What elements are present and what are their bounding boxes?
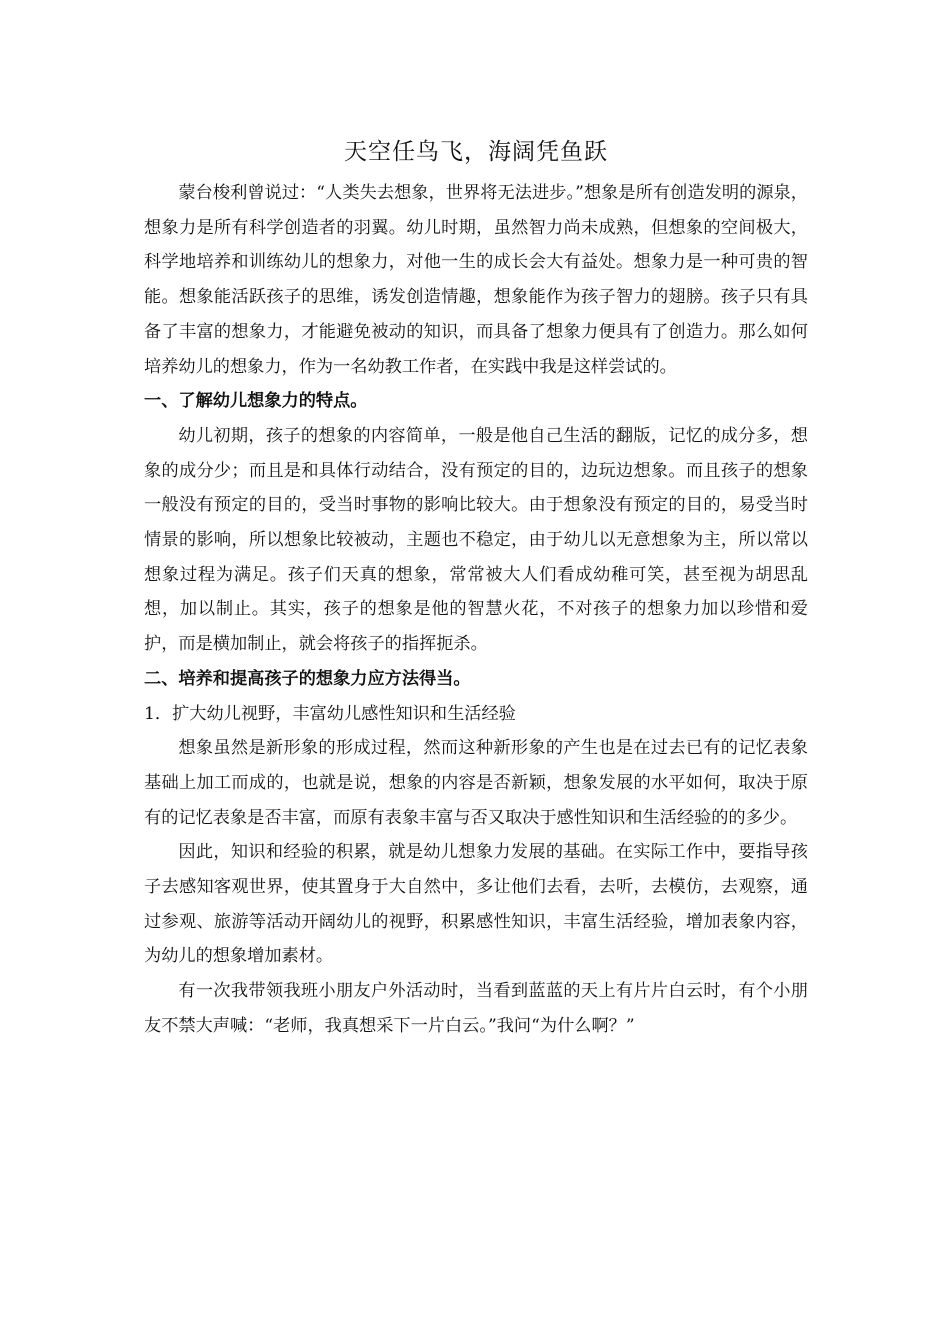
- section-1-heading: 一、了解幼儿想象力的特点。: [144, 391, 368, 412]
- document-page: [144, 128, 808, 1044]
- intro-paragraph: 蒙台梭利曾说过：“人类失去想象，世界将无法进步。”想象是所有创造发明的源泉，想象力是所有科学创造者的羽翼。幼儿时期，虽然智力尚未成熟，但想象的空间极大，科学地培养和训练幼儿的想象力，对他一生的成长会大有益处。想象力是一种可贵的智能。想象能活跃孩子的思维，诱发创造情趣，想象能作为孩子智力的翅膀。孩子只有具备了丰富的想象力，才能避免被动的知识，而具备了想象力便具有了创造力。那么如何培养幼儿的想象力，作为一名幼教工作者，在实践中我是这样尝试的。: [144, 183, 808, 377]
- document-title: 天空任鸟飞，海阔凭鱼跃: [344, 139, 608, 165]
- subsection-1-paragraph-1: 想象虽然是新形象的形成过程，然而这种新形象的产生也是在过去已有的记忆表象基础上加工而成的，也就是说，想象的内容是否新颖，想象发展的水平如何，取决于原有的记忆表象是否丰富，而原有表象丰富与否又取决于感性知识和生活经验的的多少。: [144, 738, 808, 828]
- section-1-paragraph: 幼儿初期，孩子的想象的内容简单，一般是他自己生活的翻版，记忆的成分多，想象的成分少；而且是和具体行动结合，没有预定的目的，边玩边想象。而且孩子的想象一般没有预定的目的，受当时事物的影响比较大。由于想象没有预定的目的，易受当时情景的影响，所以想象比较被动，主题也不稳定，由于幼儿以无意想象为主，所以常以想象过程为满足。孩子们天真的想象，常常被大人们看成幼稚可笑，甚至视为胡思乱想，加以制止。其实，孩子的想象是他的智慧火花，不对孩子的想象力加以珍惜和爱护，而是横加制止，就会将孩子的指挥扼杀。: [144, 425, 808, 655]
- section-2-heading: 二、培养和提高孩子的想象力应方法得当。: [144, 668, 471, 689]
- subsection-1-paragraph-2: 因此，知识和经验的积累，就是幼儿想象力发展的基础。在实际工作中，要指导孩子去感知客观世界，使其置身于大自然中，多让他们去看，去听，去模仿，去观察，通过参观、旅游等活动开阔幼儿的视野，积累感性知识，丰富生活经验，增加表象内容，为幼儿的想象增加素材。: [144, 842, 808, 967]
- subsection-1-paragraph-3: 有一次我带领我班小朋友户外活动时，当看到蓝蓝的天上有片片白云时，有个小朋友不禁大声喊：“老师，我真想采下一片白云。”我问“为什么啊？”: [144, 981, 808, 1036]
- subsection-1-heading: 1．扩大幼儿视野，丰富幼儿感性知识和生活经验: [144, 703, 516, 724]
